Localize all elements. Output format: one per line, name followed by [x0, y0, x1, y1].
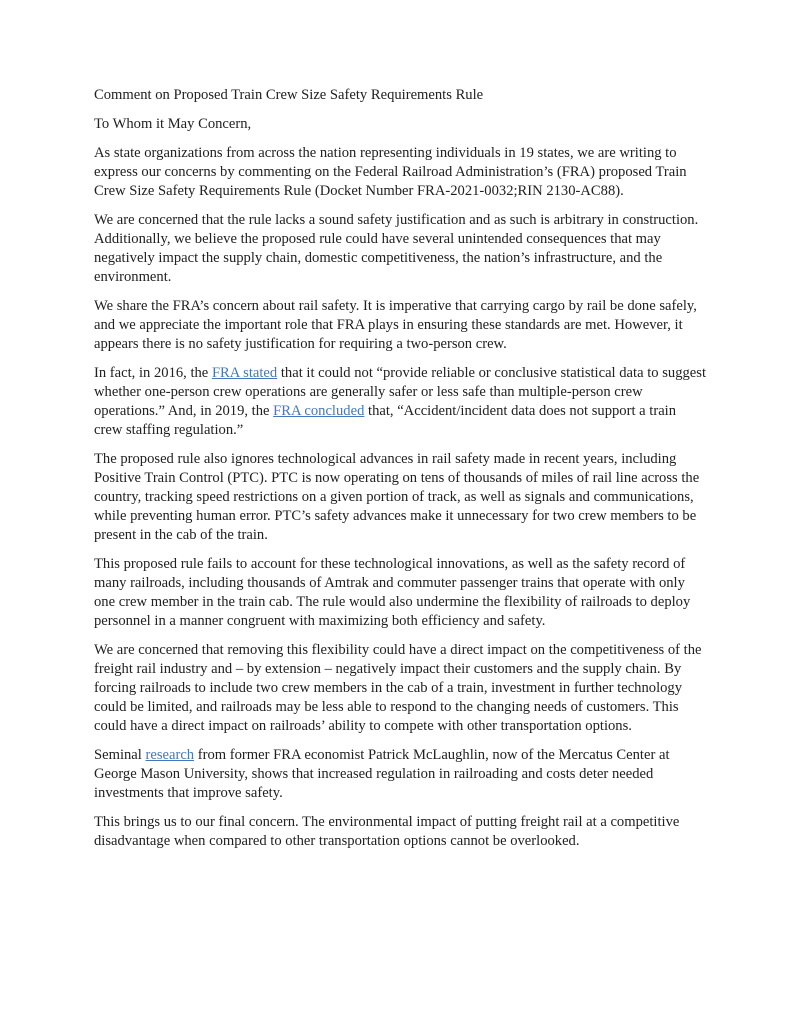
- salutation: To Whom it May Concern,: [94, 116, 252, 132]
- text-run: Seminal: [94, 747, 146, 763]
- text-run: As state organizations from across the nation representing individuals in 19 states, we are writing to express our concerns by commenting on the Federal Railroad Administration’s (FRA) proposed Train Crew Size Safety Requirements Rule (Docket Number FRA-2021-0032;RIN 2130-AC88).: [94, 145, 687, 199]
- document-title: Comment on Proposed Train Crew Size Safety Requirements Rule: [94, 87, 484, 103]
- paragraph: [94, 641, 708, 736]
- text-run: We are concerned that removing this flexibility could have a direct impact on the competitiveness of the freight rail industry and – by extension – negatively impact their customers and the supply chain. By forcing railroads to include two crew members in the cab of a train, investment in further technology could be limited, and railroads may be less able to respond to the changing needs of customers. This could have a direct impact on railroads’ ability to compete with other transportation options.: [94, 642, 702, 734]
- text-run: The proposed rule also ignores technological advances in rail safety made in recent years, including Positive Train Control (PTC). PTC is now operating on tens of thousands of miles of rail line across the country, tracking speed restrictions on a given portion of track, as well as signals and communications, while preventing human error. PTC’s safety advances make it unnecessary for two crew members to be present in the cab of the train.: [94, 451, 700, 543]
- link-fra-concluded[interactable]: FRA concluded: [273, 403, 365, 419]
- paragraph: [94, 450, 708, 545]
- text-run: from former FRA economist Patrick McLaughlin, now of the Mercatus Center at George Mason University, shows that increased regulation in railroading and costs deter needed investments that improve safety.: [94, 747, 670, 801]
- paragraph: [94, 364, 708, 440]
- paragraph: [94, 211, 708, 287]
- paragraph: [94, 144, 708, 201]
- text-run: This proposed rule fails to account for these technological innovations, as well as the safety record of many railroads, including thousands of Amtrak and commuter passenger trains that operate with only one crew member in the train cab. The rule would also undermine the flexibility of railroads to deploy personnel in a manner congruent with maximizing both efficiency and safety.: [94, 556, 691, 629]
- paragraph: [94, 813, 708, 851]
- paragraphs-container: [94, 144, 708, 851]
- link-fra-stated[interactable]: FRA stated: [211, 365, 278, 381]
- letter-body: [94, 86, 708, 861]
- link-research[interactable]: research: [145, 747, 195, 763]
- text-run: that, “Accident/incident data does not support a train crew staffing regulation.”: [94, 403, 677, 438]
- text-run: that it could not “provide reliable or conclusive statistical data to suggest whether one-person crew operations are generally safer or less safe than multiple-person crew operations.” And, in 2019, the: [94, 365, 706, 419]
- paragraph: [94, 746, 708, 803]
- paragraph: [94, 297, 708, 354]
- paragraph: [94, 555, 708, 631]
- text-run: We share the FRA’s concern about rail safety. It is imperative that carrying cargo by rail be done safely, and we appreciate the important role that FRA plays in ensuring these standards are met. However, it appears there is no safety justification for requiring a two-person crew.: [94, 298, 697, 352]
- text-run: We are concerned that the rule lacks a sound safety justification and as such is arbitrary in construction. Additionally, we believe the proposed rule could have several unintended consequences that may negatively impact the supply chain, domestic competitiveness, the nation’s infrastructure, and the environment.: [94, 212, 699, 285]
- text-run: In fact, in 2016, the: [94, 365, 212, 381]
- text-run: This brings us to our final concern. The environmental impact of putting freight rail at a competitive disadvantage when compared to other transportation options cannot be overlooked.: [94, 814, 680, 849]
